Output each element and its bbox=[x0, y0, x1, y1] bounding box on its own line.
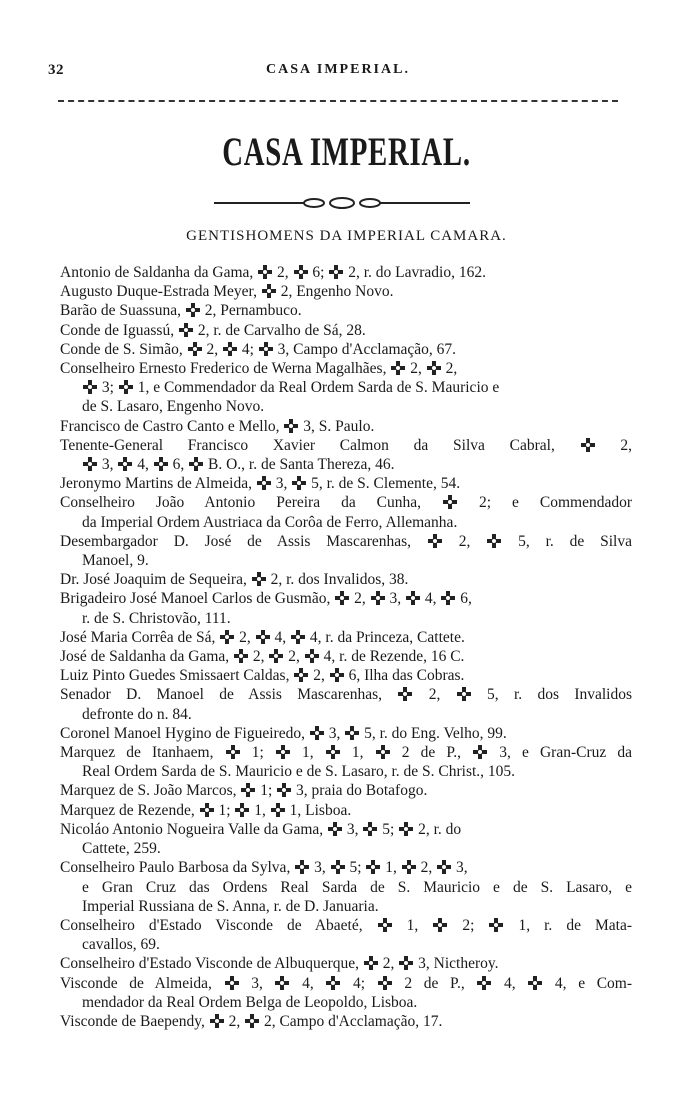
entry-item bbox=[60, 954, 632, 973]
order-cross-icon bbox=[305, 649, 319, 663]
order-cross-icon bbox=[399, 956, 413, 970]
entry-line: Visconde de Baependy, 2, 2, Campo d'Acclamação, 17. bbox=[60, 1012, 443, 1030]
header-rule bbox=[58, 100, 618, 102]
entry-line: Marquez de Rezende, 1; 1, 1, Lisboa. bbox=[60, 801, 352, 819]
order-cross-icon bbox=[326, 745, 340, 759]
entry-item bbox=[60, 820, 632, 858]
entry-line: José Maria Corrêa de Sá, 2, 4, 4, r. da Princeza, Cattete. bbox=[60, 628, 465, 646]
running-header bbox=[48, 62, 628, 84]
order-cross-icon bbox=[83, 457, 97, 471]
entry-line: Conselheiro d'Estado Visconde de Albuquerque, 2, 3, Nictheroy. bbox=[60, 955, 499, 973]
running-title: CASA IMPERIAL. bbox=[266, 62, 410, 77]
entry-continuation-line: r. de S. Christovão, 111. bbox=[82, 609, 231, 627]
entry-item bbox=[60, 647, 632, 666]
entry-item bbox=[60, 743, 632, 781]
ornament-divider bbox=[214, 196, 470, 210]
page-title: CASA IMPERIAL. bbox=[222, 129, 471, 174]
order-cross-icon bbox=[378, 976, 392, 990]
order-cross-icon bbox=[276, 745, 290, 759]
entry-continuation-line: mendador da Real Ordem Belga de Leopoldo, Lisboa. bbox=[82, 993, 418, 1011]
order-cross-icon bbox=[378, 918, 392, 932]
entry-line: Augusto Duque-Estrada Meyer, 2, Engenho Novo. bbox=[60, 283, 394, 301]
order-cross-icon bbox=[223, 342, 237, 356]
order-cross-icon bbox=[154, 457, 168, 471]
order-cross-icon bbox=[252, 572, 266, 586]
entry-line: Conselheiro d'Estado Visconde de Abaeté, 1, 2; 1, r. de Mata- bbox=[60, 916, 632, 934]
order-cross-icon bbox=[363, 822, 377, 836]
entry-item bbox=[60, 532, 632, 570]
order-cross-icon bbox=[477, 976, 491, 990]
entry-item bbox=[60, 570, 632, 589]
order-cross-icon bbox=[406, 591, 420, 605]
entry-item bbox=[60, 916, 632, 954]
order-cross-icon bbox=[294, 265, 308, 279]
order-cross-icon bbox=[210, 1014, 224, 1028]
order-cross-icon bbox=[329, 265, 343, 279]
entry-line: Coronel Manoel Hygino de Figueiredo, 3, 5, r. do Eng. Velho, 99. bbox=[60, 724, 507, 742]
entry-line: Visconde de Almeida, 3, 4, 4; 2 de P., 4, 4, e Com- bbox=[60, 974, 633, 992]
entry-continuation-line: defronte do n. 84. bbox=[82, 705, 192, 723]
order-cross-icon bbox=[437, 860, 451, 874]
order-cross-icon bbox=[189, 457, 203, 471]
order-cross-icon bbox=[310, 726, 324, 740]
order-cross-icon bbox=[234, 649, 248, 663]
entry-continuation-line: 3; 1, e Commendador da Real Ordem Sarda de S. Mauricio e bbox=[60, 378, 632, 397]
order-cross-icon bbox=[269, 649, 283, 663]
entry-list bbox=[60, 263, 632, 1031]
order-cross-icon bbox=[262, 284, 276, 298]
order-cross-icon bbox=[366, 860, 380, 874]
entry-continuation-line: 3, 4, 6, B. O., r. de Santa Thereza, 46. bbox=[60, 455, 632, 474]
entry-item bbox=[60, 340, 632, 359]
entry-item bbox=[60, 493, 632, 531]
order-cross-icon bbox=[326, 976, 340, 990]
entry-line: Marquez de Itanhaem, 1; 1, 1, 2 de P., 3, e Gran-Cruz da bbox=[60, 744, 632, 762]
order-cross-icon bbox=[295, 860, 309, 874]
entry-line: Dr. José Joaquim de Sequeira, 2, r. dos Invalidos, 38. bbox=[60, 571, 409, 589]
order-cross-icon bbox=[226, 745, 240, 759]
entry-continuation-line: Cattete, 259. bbox=[82, 840, 161, 858]
entry-line: Antonio de Saldanha da Gama, 2, 6; 2, r. do Lavradio, 162. bbox=[60, 264, 486, 281]
entry-line: José de Saldanha da Gama, 2, 2, 4, r. de Rezende, 16 C. bbox=[60, 648, 465, 666]
order-cross-icon bbox=[428, 534, 442, 548]
entry-item bbox=[60, 436, 632, 474]
order-cross-icon bbox=[433, 918, 447, 932]
entry-item bbox=[60, 801, 632, 820]
entry-line: Desembargador D. José de Assis Mascarenhas, 2, 5, r. de Silva bbox=[60, 532, 632, 550]
order-cross-icon bbox=[256, 630, 270, 644]
entry-continuation-line: de S. Lasaro, Engenho Novo. bbox=[82, 398, 265, 416]
section-title: GENTISHOMENS DA IMPERIAL CAMARA. bbox=[186, 228, 507, 244]
order-cross-icon bbox=[179, 323, 193, 337]
order-cross-icon bbox=[489, 918, 503, 932]
entry-line: Barão de Suassuna, 2, Pernambuco. bbox=[60, 302, 302, 320]
entry-item bbox=[60, 974, 632, 1012]
entry-continuation-line: Imperial Russiana de S. Anna, r. de D. Januaria. bbox=[82, 897, 379, 915]
entry-line: Luiz Pinto Guedes Smissaert Caldas, 2, 6, Ilha das Cobras. bbox=[60, 667, 465, 685]
order-cross-icon bbox=[292, 476, 306, 490]
entry-line: Senador D. Manoel de Assis Mascarenhas, 2, 5, r. dos Invalidos bbox=[60, 686, 633, 704]
order-cross-icon bbox=[402, 860, 416, 874]
entry-item bbox=[60, 359, 632, 417]
entry-item bbox=[60, 1012, 632, 1031]
order-cross-icon bbox=[441, 591, 455, 605]
order-cross-icon bbox=[271, 803, 285, 817]
order-cross-icon bbox=[119, 380, 133, 394]
order-cross-icon bbox=[376, 745, 390, 759]
entry-continuation-line: cavallos, 69. bbox=[82, 936, 160, 954]
order-cross-icon bbox=[277, 783, 291, 797]
entry-item bbox=[60, 417, 632, 436]
order-cross-icon bbox=[391, 361, 405, 375]
order-cross-icon bbox=[188, 342, 202, 356]
entry-line: Jeronymo Martins de Almeida, 3, 5, r. de S. Clemente, 54. bbox=[60, 475, 461, 493]
order-cross-icon bbox=[473, 745, 487, 759]
order-cross-icon bbox=[83, 380, 97, 394]
entry-line: Conde de S. Simão, 2, 4; 3, Campo d'Acclamação, 67. bbox=[60, 340, 457, 358]
entry-line: Conde de Iguassú, 2, r. de Carvalho de Sá, 28. bbox=[60, 321, 366, 339]
order-cross-icon bbox=[291, 630, 305, 644]
entry-continuation-line: e Gran Cruz das Ordens Real Sarda de S. Mauricio e de S. Lasaro, e bbox=[82, 878, 632, 896]
order-cross-icon bbox=[581, 438, 595, 452]
entry-item bbox=[60, 263, 632, 282]
entry-item bbox=[60, 724, 632, 743]
entry-item bbox=[60, 589, 632, 627]
order-cross-icon bbox=[487, 534, 501, 548]
order-cross-icon bbox=[186, 303, 200, 317]
order-cross-icon bbox=[328, 822, 342, 836]
order-cross-icon bbox=[241, 783, 255, 797]
order-cross-icon bbox=[235, 803, 249, 817]
entry-line: Nicoláo Antonio Nogueira Valle da Gama, 3, 5; 2, r. do bbox=[60, 820, 462, 838]
order-cross-icon bbox=[398, 687, 412, 701]
entry-continuation-line: Real Ordem Sarda de S. Mauricio e de S. Lasaro, r. de S. Christ., 105. bbox=[82, 763, 516, 781]
entry-line: Conselheiro Paulo Barbosa da Sylva, 3, 5; 1, 2, 3, bbox=[60, 859, 468, 877]
entry-item bbox=[60, 474, 632, 493]
order-cross-icon bbox=[118, 457, 132, 471]
order-cross-icon bbox=[245, 1014, 259, 1028]
entry-line: Marquez de S. João Marcos, 1; 3, praia do Botafogo. bbox=[60, 782, 428, 800]
order-cross-icon bbox=[399, 822, 413, 836]
order-cross-icon bbox=[258, 265, 272, 279]
order-cross-icon bbox=[371, 591, 385, 605]
order-cross-icon bbox=[259, 342, 273, 356]
entry-continuation-line: da Imperial Ordem Austriaca da Corôa de Ferro, Allemanha. bbox=[82, 513, 458, 531]
order-cross-icon bbox=[294, 668, 308, 682]
order-cross-icon bbox=[345, 726, 359, 740]
entry-item bbox=[60, 321, 632, 340]
order-cross-icon bbox=[330, 668, 344, 682]
order-cross-icon bbox=[331, 860, 345, 874]
entry-line: Tenente-General Francisco Xavier Calmon da Silva Cabral, 2, bbox=[60, 436, 632, 454]
order-cross-icon bbox=[284, 419, 298, 433]
order-cross-icon bbox=[427, 361, 441, 375]
entry-line: Brigadeiro José Manoel Carlos de Gusmão, 2, 3, 4, 6, bbox=[60, 590, 472, 608]
order-cross-icon bbox=[335, 591, 349, 605]
order-cross-icon bbox=[225, 976, 239, 990]
order-cross-icon bbox=[220, 630, 234, 644]
order-cross-icon bbox=[364, 956, 378, 970]
entry-item bbox=[60, 666, 632, 685]
entry-item bbox=[60, 282, 632, 301]
page-number: 32 bbox=[48, 62, 64, 78]
order-cross-icon bbox=[528, 976, 542, 990]
order-cross-icon bbox=[443, 495, 457, 509]
order-cross-icon bbox=[200, 803, 214, 817]
entry-line: Conselheiro João Antonio Pereira da Cunha, 2; e Commendador bbox=[60, 494, 632, 512]
entry-item bbox=[60, 781, 632, 800]
entry-item bbox=[60, 685, 632, 723]
entry-item bbox=[60, 858, 632, 916]
entry-line: Francisco de Castro Canto e Mello, 3, S. Paulo. bbox=[60, 417, 375, 435]
order-cross-icon bbox=[457, 687, 471, 701]
order-cross-icon bbox=[275, 976, 289, 990]
entry-item bbox=[60, 301, 632, 320]
entry-line: Conselheiro Ernesto Frederico de Werna Magalhães, 2, 2, bbox=[60, 360, 458, 378]
order-cross-icon bbox=[257, 476, 271, 490]
entry-item bbox=[60, 628, 632, 647]
entry-continuation-line: Manoel, 9. bbox=[82, 552, 149, 570]
